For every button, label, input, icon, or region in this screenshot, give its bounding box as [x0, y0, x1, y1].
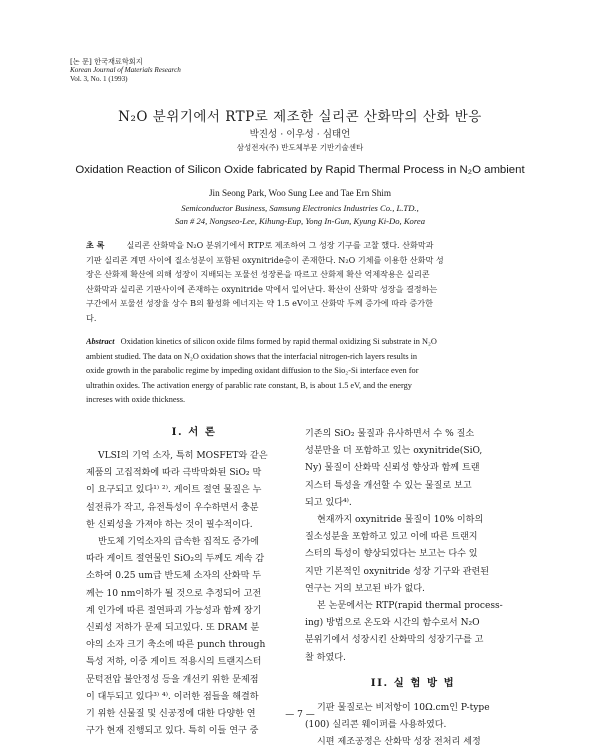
page-number: — 7 —: [285, 710, 315, 720]
abstract-ko-line: 산화막과 실리콘 기판사이에 존재하는 oxynitride 막에서 일어난다. 확산이 산화막 성장을 결정하는: [86, 283, 438, 294]
journal-name-en: Korean Journal of Materials Research: [70, 66, 181, 74]
body-line: 분위기에서 성장시킨 산화막의 성장기구를 고: [305, 635, 484, 646]
body-line: 소하여 0.25 um급 반도체 소자의 산화막 두: [86, 571, 262, 582]
abstract-en-label: Abstract: [86, 337, 115, 346]
body-line: 설전류가 작고, 유전특성이 우수하면서 충분: [86, 502, 259, 513]
body-line: 시편 제조공정은 산화막 성장 전처리 세정: [317, 737, 481, 748]
body-line: 현재까지 oxynitride 물질이 10% 이하의: [317, 515, 484, 526]
body-line: 스터의 특성이 향상되었다는 보고는 다수 있: [305, 549, 478, 560]
authors-ko: 박진성 · 이우성 · 심태언: [249, 129, 351, 140]
abstract-en-line: ultrathin oxides. The activation energy of parablic rate constant, B, is about 1.5 eV, and the energy: [86, 380, 412, 390]
abstract-en-line: ambient studied. The data on N₂O oxidation shows that the interfacial nitrogen-rich layers results in: [86, 351, 418, 361]
body-line: 기 위한 신물질 및 신공정에 대한 다양한 연: [86, 709, 256, 720]
body-line: Ny) 물질이 산화막 신뢰성 향상과 함께 트랜: [305, 463, 480, 474]
body-line: 문턱전압 불안정성 등을 개선키 위한 문제점: [86, 674, 259, 685]
body-line: 께는 10 nm이하가 될 것으로 추정되어 고전: [86, 588, 262, 599]
body-line: VLSI의 기억 소자, 특히 MOSFET와 같은: [98, 451, 268, 461]
right-column: [305, 426, 521, 751]
body-line: 특성 저하, 이중 게이트 적용시의 트랜지스터: [86, 657, 262, 668]
body-line: 찰 하였다.: [305, 652, 346, 663]
body-line: 지스터 특성을 개선할 수 있는 물질로 보고: [305, 480, 472, 491]
paper-title-ko: N₂O 분위기에서 RTP로 제조한 실리콘 산화막의 산화 반응: [118, 109, 482, 125]
body-line: 신뢰성 저하가 문제 되고있다. 또 DRAM 분: [86, 623, 260, 634]
body-line: 성분만을 더 포함하고 있는 oxynitride(SiO,: [305, 446, 483, 457]
abstract-ko-line: 장은 산화제 확산에 의해 성장이 지배되는 포물선 성장론을 따르고 산화제 확산 억제작용은 실리콘: [86, 269, 430, 279]
abstract-ko-line: 구간에서 포물선 성장율 상수 B의 활성화 에너지는 약 1.5 eV이고 산화막 두께 증가에 따라 증가한: [86, 298, 433, 308]
body-line: 이 대두되고 있다³⁾ ⁴⁾. 이러한 점들을 해결하: [86, 691, 259, 702]
authors-en: Jin Seong Park, Woo Sung Lee and Tae Ern Shim: [208, 188, 391, 198]
journal-header: [70, 57, 181, 84]
abstract-ko-label: 초 록: [86, 240, 105, 250]
abstract-ko-line: 기판 실리콘 계면 사이에 질소성분이 포함된 oxynitride층이 존재한다. N₂O 기체를 이용한 산화막 성: [86, 254, 444, 265]
body-line: 반도체 기억소자의 급속한 집적도 증가에: [98, 537, 259, 548]
abstract-ko-line: 다.: [86, 312, 97, 323]
body-line: 제품의 고집적화에 따라 극박막화된 SiO₂ 막: [86, 468, 262, 479]
affiliation-en-line: Semiconductor Business, Samsung Electronics Industries Co., L.TD.,: [181, 203, 419, 213]
body-line: 구가 현재 진행되고 있다. 특히 이들 연구 중: [86, 726, 259, 737]
body-line: 이 요구되고 있다¹⁾ ²⁾. 게이트 절연 물질은 누: [86, 485, 262, 496]
body-line: 연구는 거의 보고된 바가 없다.: [305, 583, 425, 594]
body-line: 기존의 SiO₂ 물질과 유사하면서 수 % 질소: [305, 429, 475, 439]
section-heading-introduction: I. 서 론: [171, 426, 217, 438]
body-line: 야의 소자 크기 축소에 따른 punch through: [86, 640, 266, 651]
body-line: 따라 게이트 절연물인 SiO₂의 두께도 계속 감: [86, 554, 265, 565]
body-line: 본 논문에서는 RTP(rapid thermal process-: [317, 601, 503, 612]
journal-name-ko: [논 문] 한국재료학회지: [70, 57, 143, 66]
section-heading-experiment: II. 실 험 방 법: [370, 676, 456, 689]
body-line: 한 신뢰성을 가져야 하는 것이 필수적이다.: [86, 519, 253, 530]
journal-volume: Vol. 3, No. 1 (1993): [70, 75, 128, 83]
body-line: ing) 방법으로 온도와 시간의 함수로서 N₂O: [305, 618, 480, 629]
abstract-en-line: increses with oxide thickness.: [86, 395, 186, 404]
body-line: 지만 기본적인 oxynitride 성장 기구와 관련된: [305, 566, 490, 577]
affiliation-en-line: San # 24, Nongseo-Lee, Kihung-Eup, Yong In-Gun, Kyung Ki-Do, Korea: [174, 216, 425, 226]
body-line: 질소성분을 포함하고 있고 이에 따른 트랜지: [305, 532, 478, 543]
abstract-en-line: Abstract Oxidation kinetics of silicon oxide films formed by rapid thermal oxidizing Si substrate in N₂O: [86, 337, 437, 346]
body-line: 계 인가에 따른 절연파괴 가능성과 함께 장기: [86, 605, 262, 616]
abstract-en: [86, 335, 521, 408]
body-line: (100) 실리콘 웨이퍼를 사용하였다.: [305, 720, 447, 731]
abstract-en-line: oxide growth in the parabolic regime by impeding oxidant diffusion to the Sio₂-Si interface even for: [86, 366, 419, 375]
affiliation-ko: 삼성전자(주) 반도체부문 기반기술센타: [236, 143, 364, 152]
left-column: [86, 417, 302, 740]
body-line: 되고 있다⁴⁾.: [305, 497, 352, 508]
paper-title-en: Oxidation Reaction of Silicon Oxide fabricated by Rapid Thermal Process in N₂O ambient: [75, 164, 525, 176]
abstract-ko-line: 초 록 실리콘 산화막을 N₂O 분위기에서 RTP로 제조하여 그 성장 기구를 고찰 했다. 산화막과: [86, 240, 434, 250]
body-line: 기판 물질로는 비저항이 10Ω.cm인 P-type: [317, 702, 490, 713]
abstract-ko: [86, 238, 521, 325]
